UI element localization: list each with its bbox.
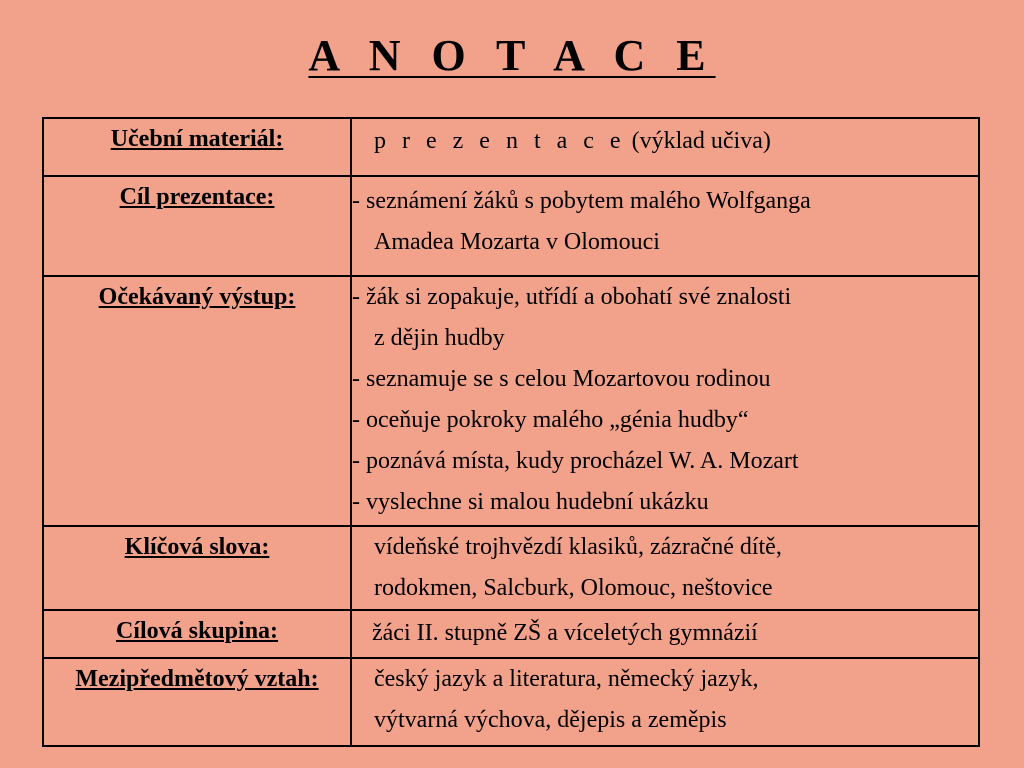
text-line: z dějin hudby — [374, 325, 505, 351]
text-line: Amadea Mozarta v Olomouci — [374, 229, 660, 255]
row-label-material: Učební materiál: — [43, 118, 351, 176]
table-row — [43, 526, 979, 610]
material-type-text: p r e z e n t a c e — [374, 128, 626, 154]
text-line: - poznává místa, kudy procházel W. A. Mozart — [352, 448, 799, 474]
text-line: - žák si zopakuje, utřídí a obohatí své znalosti — [352, 284, 792, 310]
text-line: - seznamuje se s celou Mozartovou rodinou — [352, 366, 771, 392]
row-value-slova — [351, 526, 979, 610]
text-line: výtvarná výchova, dějepis a zeměpis — [374, 707, 727, 733]
row-label-cil: Cíl prezentace: — [43, 176, 351, 276]
row-label-skupina: Cílová skupina: — [43, 610, 351, 658]
text-line: rodokmen, Salcburk, Olomouc, neštovice — [374, 575, 773, 601]
text-line: - oceňuje pokroky malého „génia hudby“ — [352, 407, 749, 433]
table-row — [43, 118, 979, 176]
page-title: A N O T A C E — [308, 31, 716, 80]
material-note-text: (výklad učiva) — [625, 128, 771, 154]
table-row — [43, 276, 979, 526]
row-value-material — [351, 118, 979, 176]
text-line: - seznámení žáků s pobytem malého Wolfganga — [352, 188, 811, 214]
row-value-vystup — [351, 276, 979, 526]
annotation-table — [42, 117, 980, 747]
table-row — [43, 610, 979, 658]
table-row — [43, 658, 979, 746]
row-value-mezi — [351, 658, 979, 746]
text-line: žáci II. stupně ZŠ a víceletých gymnázií — [372, 620, 758, 646]
row-value-skupina — [351, 610, 979, 658]
row-label-mezi: Mezipředmětový vztah: — [43, 658, 351, 746]
row-label-vystup: Očekávaný výstup: — [43, 276, 351, 526]
table-row — [43, 176, 979, 276]
text-line: český jazyk a literatura, německý jazyk, — [374, 666, 759, 692]
row-value-cil — [351, 176, 979, 276]
text-line: vídeňské trojhvězdí klasiků, zázračné dítě, — [374, 534, 782, 560]
text-line: - vyslechne si malou hudební ukázku — [352, 489, 709, 515]
row-label-slova: Klíčová slova: — [43, 526, 351, 610]
